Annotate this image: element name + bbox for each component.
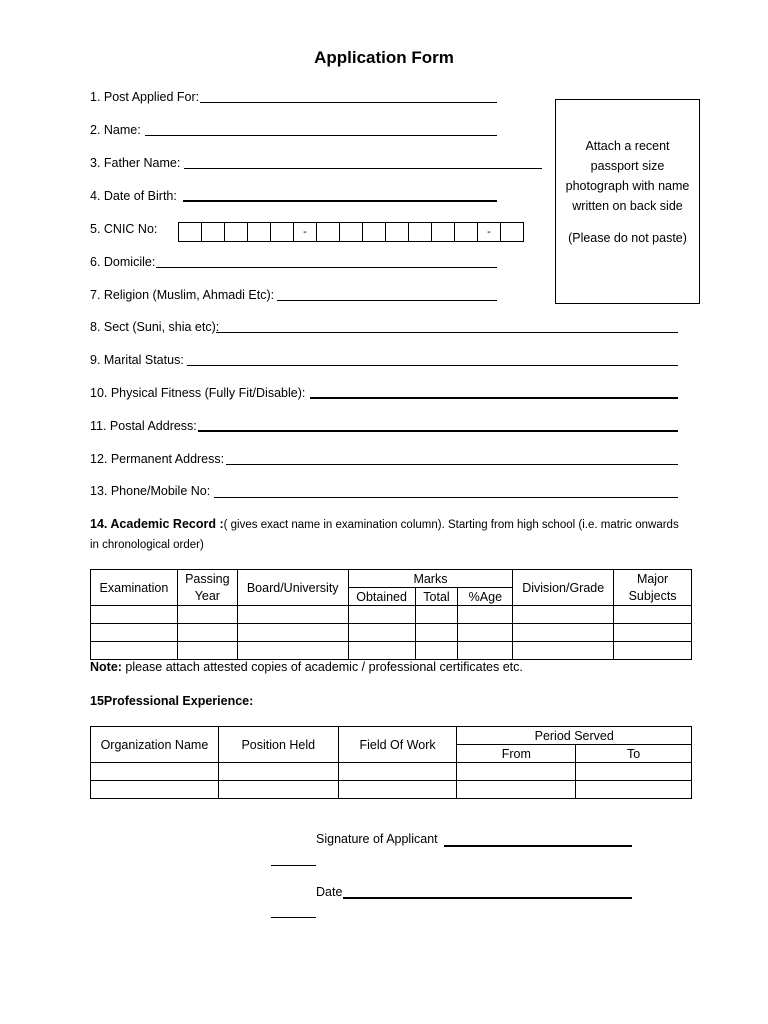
dob-label: 4. Date of Birth:	[90, 189, 177, 203]
cnic-box[interactable]	[225, 223, 248, 241]
cnic-box[interactable]	[317, 223, 340, 241]
header-division: Division/Grade	[513, 570, 614, 606]
header-board: Board/University	[237, 570, 348, 606]
attachment-note	[90, 660, 523, 674]
phone-line[interactable]	[214, 497, 678, 498]
cnic-box[interactable]	[455, 223, 478, 241]
academic-record-heading: 14. Academic Record :	[90, 517, 224, 531]
religion-field[interactable]	[90, 286, 510, 306]
cnic-box[interactable]	[501, 223, 524, 241]
cnic-separator: -	[478, 223, 501, 241]
table-row[interactable]	[91, 624, 692, 642]
date-stub-line	[271, 917, 316, 918]
permanent-address-line[interactable]	[226, 464, 678, 465]
dob-line[interactable]	[183, 200, 497, 202]
religion-label: 7. Religion (Muslim, Ahmadi Etc):	[90, 288, 275, 302]
cnic-box[interactable]	[386, 223, 409, 241]
header-to: To	[576, 745, 692, 763]
header-percent: %Age	[458, 588, 513, 606]
cnic-label: 5. CNIC No:	[90, 222, 158, 236]
cnic-boxes[interactable]	[178, 222, 524, 242]
fitness-field[interactable]	[90, 384, 680, 404]
experience-table	[90, 726, 692, 799]
permanent-address-label: 12. Permanent Address:	[90, 452, 225, 466]
header-marks: Marks	[348, 570, 513, 588]
domicile-label: 6. Domicile:	[90, 255, 156, 269]
header-field-of-work: Field Of Work	[338, 727, 457, 763]
sect-field[interactable]	[90, 318, 680, 338]
table-row[interactable]	[91, 781, 692, 799]
post-applied-field[interactable]	[90, 88, 510, 108]
domicile-line[interactable]	[156, 267, 497, 268]
signature-label: Signature of Applicant	[316, 832, 438, 846]
post-applied-label: 1. Post Applied For:	[90, 90, 200, 104]
note-text: please attach attested copies of academic / professional certificates etc.	[121, 660, 523, 674]
father-name-field[interactable]	[90, 154, 550, 174]
phone-field[interactable]	[90, 482, 680, 502]
domicile-field[interactable]	[90, 253, 510, 273]
marital-field[interactable]	[90, 351, 680, 371]
phone-label: 13. Phone/Mobile No:	[90, 484, 211, 498]
academic-table	[90, 569, 692, 660]
experience-heading: 15Professional Experience:	[90, 694, 254, 708]
postal-address-line[interactable]	[198, 430, 678, 432]
header-major-subjects: Major Subjects	[614, 570, 692, 606]
father-name-label: 3. Father Name:	[90, 156, 181, 170]
cnic-box[interactable]	[409, 223, 432, 241]
header-organization: Organization Name	[91, 727, 219, 763]
father-name-line[interactable]	[184, 168, 542, 169]
table-row[interactable]	[91, 606, 692, 624]
experience-header-row	[91, 727, 692, 745]
header-position: Position Held	[218, 727, 338, 763]
fitness-label: 10. Physical Fitness (Fully Fit/Disable):	[90, 386, 306, 400]
header-obtained: Obtained	[348, 588, 415, 606]
form-title: Application Form	[314, 48, 454, 67]
academic-record-intro	[90, 514, 690, 555]
header-period-served: Period Served	[457, 727, 692, 745]
cnic-field	[90, 220, 180, 240]
cnic-box[interactable]	[340, 223, 363, 241]
cnic-box[interactable]	[271, 223, 294, 241]
dob-field[interactable]	[90, 187, 510, 207]
name-field[interactable]	[90, 121, 510, 141]
photo-instruction: Attach a recent passport size photograph with name written on back side	[565, 139, 690, 213]
sect-label: 8. Sect (Suni, shia etc):	[90, 320, 220, 334]
name-label: 2. Name:	[90, 123, 141, 137]
table-row[interactable]	[91, 763, 692, 781]
permanent-address-field[interactable]	[90, 450, 680, 470]
header-total: Total	[415, 588, 458, 606]
cnic-box[interactable]	[432, 223, 455, 241]
cnic-box[interactable]	[179, 223, 202, 241]
signature-stub-line	[271, 865, 316, 866]
marital-label: 9. Marital Status:	[90, 353, 184, 367]
cnic-separator: -	[294, 223, 317, 241]
header-examination: Examination	[91, 570, 178, 606]
religion-line[interactable]	[277, 300, 497, 301]
postal-address-field[interactable]	[90, 417, 680, 437]
cnic-box[interactable]	[363, 223, 386, 241]
academic-record-instruction: ( gives exact name in examination column). Starting from high school (i.e. matric onwards in chronological order)	[90, 519, 679, 551]
marital-line[interactable]	[187, 365, 678, 366]
signature-line[interactable]	[444, 845, 632, 847]
date-line[interactable]	[343, 897, 632, 899]
cnic-box[interactable]	[248, 223, 271, 241]
post-applied-line[interactable]	[200, 102, 497, 103]
photo-note: (Please do not paste)	[568, 231, 687, 245]
postal-address-label: 11. Postal Address:	[90, 419, 197, 433]
header-passing-year: Passing Year	[177, 570, 237, 606]
name-line[interactable]	[145, 135, 497, 136]
table-row[interactable]	[91, 642, 692, 660]
academic-header-row	[91, 570, 692, 588]
header-from: From	[457, 745, 576, 763]
photo-box[interactable]	[555, 99, 700, 304]
fitness-line[interactable]	[310, 397, 678, 399]
cnic-box[interactable]	[202, 223, 225, 241]
note-label: Note:	[90, 660, 122, 674]
sect-line[interactable]	[216, 332, 678, 333]
date-label: Date	[316, 885, 343, 899]
